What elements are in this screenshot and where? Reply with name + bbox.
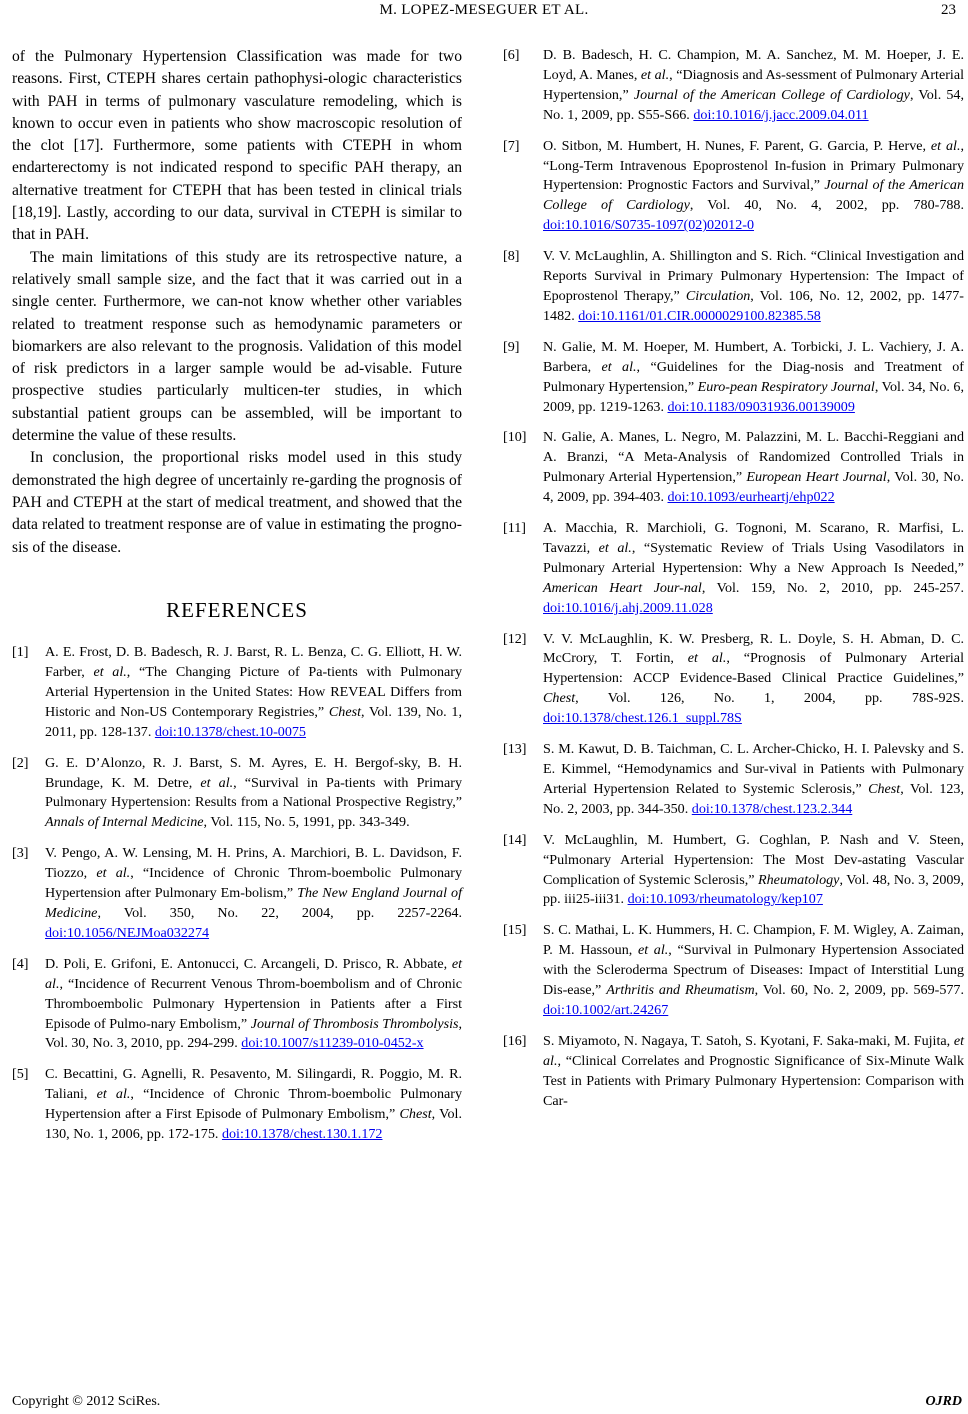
body-paragraph: of the Pulmonary Hypertension Classification was made for two reasons. First, CTEPH shares certain pathophysi-ologic characteristics with PAH in terms of pulmonary vasculature remodeling, which is known to occur even in patients who show macroscopic resolution of the clot [17]. Furthermore, some patients with CTEPH in whom endarterectomy is not indicated respond to specific PAH therapy, an alternative treatment for CTEPH that has been tested in clinical trials [18,19]. Lastly, according to our data, survival in CTEPH is similar to that in PAH. <box>12 48 462 244</box>
reference-text: N. Galie, A. Manes, L. Negro, M. Palazzini, M. L. Bacchi-Reggiani and A. Branzi, “A Meta-Analysis of Randomized Controlled Trials in Pulmonary Arterial Hypertension,” European Heart Journal, Vol. 30, No. 4, 2009, pp. 394-403. doi:10.1093/eurheartj/ehp022 <box>543 429 964 506</box>
page-footer <box>12 1394 962 1410</box>
page-number: 23 <box>941 2 956 18</box>
reference-text: S. C. Mathai, L. K. Hummers, H. C. Champion, F. M. Wigley, A. Zaiman, P. M. Hassoun, et al., “Survival in Pulmonary Hypertension Associated with the Scleroderma Spectrum of Diseases: Impact of Interstitial Lung Dis-ease,” Arthritis and Rheumatism, Vol. 60, No. 2, 2009, pp. 569-577. doi:10.1002/art.24267 <box>543 922 965 1018</box>
reference-journal: American Heart Jour-nal <box>543 579 702 596</box>
body-paragraph: The main limitations of this study are its retrospective nature, a relatively small sample size, and the fact that it was carried out in a single center. Furthermore, we can-not know whether other variables related to treatment response such as hemodynamic parameters or biomarkers are also relevant to the prognosis. Validation of this model of risk predictors in a larger sample would be ad-visable. Future prospective studies particularly multicen-ter studies, in which substantial patient groups can be assembled, will be important to determine the value of these results. <box>12 248 462 445</box>
reference-journal: Chest <box>328 703 362 720</box>
references-heading: REFERENCES <box>166 597 308 622</box>
reference-number: [14] <box>503 831 527 848</box>
reference-etal: et al. <box>96 1086 131 1103</box>
reference-item <box>503 338 964 418</box>
reference-number: [2] <box>12 754 29 771</box>
reference-etal: et al. <box>543 1032 964 1069</box>
reference-text: C. Becattini, G. Agnelli, R. Pesavento, M. Silingardi, R. Poggio, M. R. Taliani, et al., “Incidence of Chronic Throm-boembolic Pulmonary Hypertension after a First Episode of Pulmonary Embolism,” Chest, Vol. 130, No. 1, 2006, pp. 172-175. doi:10.1378/chest.130.1.172 <box>45 1066 462 1143</box>
reference-journal: Journal of the American College of Cardiology <box>543 177 964 214</box>
reference-list-left <box>12 643 462 1145</box>
reference-etal: et al. <box>93 664 127 681</box>
reference-doi-link[interactable]: doi:10.1016/j.ahj.2009.11.028 <box>543 599 713 616</box>
reference-item <box>503 1032 964 1112</box>
reference-number: [9] <box>503 338 520 355</box>
reference-etal: et al. <box>687 650 727 667</box>
running-title: M. LOPEZ-MESEGUER ET AL. <box>379 2 589 18</box>
reference-etal: et al. <box>601 358 637 375</box>
reference-doi-link[interactable]: doi:10.1002/art.24267 <box>543 1001 669 1018</box>
reference-text: V. McLaughlin, M. Humbert, G. Coghlan, P. Nash and V. Steen, “Pulmonary Arterial Hypertension: The Most Dev-astating Vascular Complication of Systemic Sclerosis,” Rheumatology, Vol. 48, No. 3, 2009, pp. iii25-iii31. doi:10.1093/rheumatology/kep107 <box>543 831 964 908</box>
reference-doi-link[interactable]: doi:10.1093/eurheartj/ehp022 <box>667 489 835 506</box>
reference-number: [16] <box>503 1032 527 1049</box>
reference-number: [1] <box>12 644 29 661</box>
reference-etal: et al. <box>200 774 234 791</box>
reference-etal: et al. <box>930 137 961 154</box>
left-column <box>12 46 462 1156</box>
reference-item <box>12 1065 462 1145</box>
reference-doi-link[interactable]: doi:10.1183/09031936.00139009 <box>667 398 855 415</box>
reference-number: [13] <box>503 741 527 758</box>
copyright-notice: Copyright © 2012 SciRes. <box>12 1394 161 1409</box>
running-header <box>0 2 968 24</box>
reference-text: G. E. D’Alonzo, R. J. Barst, S. M. Ayres, E. H. Bergof-sky, B. H. Brundage, K. M. Detre, et al., “Survival in Pa-tients with Primary Pulmonary Hypertension: Results from a National Prospective Registry,” Annals of Internal Medicine, Vol. 115, No. 5, 1991, pp. 343-349. <box>45 754 462 831</box>
reference-item <box>12 844 462 944</box>
reference-etal: et al. <box>45 955 462 992</box>
reference-item <box>503 428 964 508</box>
reference-journal: European Heart Journal <box>746 469 887 486</box>
reference-item <box>503 831 964 911</box>
reference-number: [3] <box>12 845 29 862</box>
reference-text: V. V. McLaughlin, K. W. Presberg, R. L. Doyle, S. H. Abman, D. C. McCrory, T. Fortin, et al., “Prognosis of Pulmonary Arterial Hypertension: ACCP Evidence-Based Clinical Practice Guidelines,” Chest, Vol. 126, No. 1, 2004, pp. 78S-92S. doi:10.1378/chest.126.1_suppl.78S <box>543 630 964 727</box>
body-paragraph: In conclusion, the proportional risks model used in this study demonstrated the high degree of uncertainly re-garding the prognosis of PAH and CTEPH at the start of medical treatment, and showed that the data related to treatment response are of value in estimating the progno-sis of the disease. <box>12 449 462 556</box>
reference-etal: et al. <box>96 865 131 882</box>
reference-text: A. Macchia, R. Marchioli, G. Tognoni, M. Scarano, R. Marfisi, L. Tavazzi, et al., “Systematic Review of Trials Using Vasodilators in Pulmonary Arterial Hypertension: Why a New Approach Is Needed,” American Heart Jour-nal, Vol. 159, No. 2, 2010, pp. 245-257. doi:10.1016/j.ahj.2009.11.028 <box>543 520 965 616</box>
reference-item <box>12 643 462 743</box>
reference-doi-link[interactable]: doi:10.1161/01.CIR.0000029100.82385.58 <box>578 307 821 324</box>
reference-journal: Annals of Internal Medicine <box>45 814 204 831</box>
reference-text: O. Sitbon, M. Humbert, H. Nunes, F. Parent, G. Garcia, P. Herve, et al., “Long-Term Intravenous Epoprostenol In-fusion in Primary Pulmonary Hypertension: Prognostic Factors and Survival,” Journal of the American College of Cardiology, Vol. 40, No. 4, 2002, pp. 780-788. doi:10.1016/S0735-1097(02)02012-0 <box>543 137 965 234</box>
reference-doi-link[interactable]: doi:10.1016/S0735-1097(02)02012-0 <box>543 217 755 234</box>
reference-item <box>503 921 964 1021</box>
reference-journal: Rheumatology <box>758 871 840 888</box>
right-column <box>503 46 964 1123</box>
reference-number: [8] <box>503 248 520 265</box>
reference-text: V. Pengo, A. W. Lensing, M. H. Prins, A. Marchiori, B. L. Davidson, F. Tiozzo, et al., “Incidence of Chronic Throm-boembolic Pulmonary Hypertension after Pulmonary Em-bolism,” The New England Journal of Medicine, Vol. 350, No. 22, 2004, pp. 2257-2264. doi:10.1056/NEJMoa032274 <box>45 845 463 941</box>
reference-journal: Chest <box>399 1106 432 1123</box>
reference-etal: et al. <box>598 539 632 556</box>
reference-text: S. Miyamoto, N. Nagaya, T. Satoh, S. Kyotani, F. Saka-maki, M. Fujita, et al., “Clinical Correlates and Prognostic Significance of Six-Minute Walk Test in Patients with Primary Pulmonary Hypertension: Comparison with Car- <box>543 1032 964 1109</box>
reference-journal: Chest <box>868 780 901 797</box>
reference-doi-link[interactable]: doi:10.1016/j.jacc.2009.04.011 <box>693 106 869 123</box>
reference-doi-link[interactable]: doi:10.1378/chest.123.2.344 <box>691 800 853 817</box>
reference-list-right <box>503 46 964 1112</box>
reference-number: [15] <box>503 922 527 939</box>
reference-number: [4] <box>12 955 29 972</box>
reference-journal: Circulation <box>685 287 751 304</box>
reference-text: S. M. Kawut, D. B. Taichman, C. L. Archer-Chicko, H. I. Palevsky and S. E. Kimmel, “Hemodynamics and Sur-vival in Patients with Pulmonary Arterial Hypertension Related to Systemic Sclerosis,” Chest, Vol. 123, No. 2, 2003, pp. 344-350. doi:10.1378/chest.123.2.344 <box>543 741 964 817</box>
reference-doi-link[interactable]: doi:10.1378/chest.126.1_suppl.78S <box>543 710 742 727</box>
journal-abbrev: OJRD <box>925 1394 962 1409</box>
reference-doi-link[interactable]: doi:10.1378/chest.130.1.172 <box>221 1126 383 1143</box>
reference-etal: et al. <box>640 66 670 83</box>
reference-text: N. Galie, M. M. Hoeper, M. Humbert, A. Torbicki, J. L. Vachiery, J. A. Barbera, et al., “Guidelines for the Diag-nosis and Treatment of Pulmonary Hypertension,” Euro-pean Respiratory Journal, Vol. 34, No. 6, 2009, pp. 1219-1263. doi:10.1183/09031936.00139009 <box>543 338 964 415</box>
reference-text: V. V. McLaughlin, A. Shillington and S. Rich. “Clinical Investigation and Reports Survival in Primary Pulmonary Hypertension: The Impact of Epoprostenol Therapy,” Circulation, Vol. 106, No. 12, 2002, pp. 1477-1482. doi:10.1161/01.CIR.0000029100.82385.58 <box>543 248 964 324</box>
reference-doi-link[interactable]: doi:10.1056/NEJMoa032274 <box>45 924 210 941</box>
reference-item <box>503 630 964 730</box>
reference-text: D. Poli, E. Grifoni, E. Antonucci, C. Arcangeli, D. Prisco, R. Abbate, et al., “Incidence of Recurrent Venous Throm-boembolism and of Chronic Thromboembolic Pulmonary Hypertension in Patients after a First Episode of Pulmo-nary Embolism,” Journal of Thrombosis Thrombolysis, Vol. 30, No. 3, 2010, pp. 294-299. doi:10.1007/s11239-010-0452-x <box>45 955 462 1052</box>
reference-text: A. E. Frost, D. B. Badesch, R. J. Barst, R. L. Benza, C. G. Elliott, H. W. Farber, et al., “The Changing Picture of Pa-tients with Pulmonary Arterial Hypertension in the United States: How REVEAL Differs from Historic and Non-US Contemporary Registries,” Chest, Vol. 139, No. 1, 2011, pp. 128-137. doi:10.1378/chest.10-0075 <box>45 644 463 740</box>
reference-doi-link[interactable]: doi:10.1007/s11239-010-0452-x <box>241 1035 424 1052</box>
reference-doi-link[interactable]: doi:10.1378/chest.10-0075 <box>154 723 306 740</box>
reference-journal: Arthritis and Rheumatism <box>606 982 755 999</box>
reference-journal: The New England Journal of Medicine <box>45 885 462 921</box>
reference-number: [7] <box>503 137 520 154</box>
reference-journal: Journal of Thrombosis Thrombolysis <box>250 1015 459 1032</box>
reference-number: [6] <box>503 47 520 63</box>
reference-item <box>12 754 462 834</box>
reference-number: [10] <box>503 429 527 446</box>
reference-journal: Euro-pean Respiratory Journal <box>697 378 875 395</box>
reference-item <box>503 137 964 237</box>
reference-doi-link[interactable]: doi:10.1093/rheumatology/kep107 <box>627 891 823 908</box>
reference-number: [5] <box>12 1066 29 1083</box>
reference-number: [12] <box>503 630 527 647</box>
reference-item <box>503 740 964 820</box>
reference-etal: et al. <box>637 942 669 959</box>
reference-item <box>12 955 462 1055</box>
reference-journal: Journal of the American College of Cardiology <box>633 86 910 103</box>
reference-journal: Chest <box>543 690 576 707</box>
reference-item <box>503 247 964 327</box>
reference-text: D. B. Badesch, H. C. Champion, M. A. Sanchez, M. M. Hoeper, J. E. Loyd, A. Manes, et al., “Diagnosis and As-sessment of Pulmonary Arterial Hypertension,” Journal of the American College of Cardiology, Vol. 54, No. 1, 2009, pp. S55-S66. doi:10.1016/j.jacc.2009.04.011 <box>543 47 965 123</box>
reference-item <box>503 519 964 619</box>
reference-number: [11] <box>503 520 526 537</box>
reference-item <box>503 46 964 126</box>
